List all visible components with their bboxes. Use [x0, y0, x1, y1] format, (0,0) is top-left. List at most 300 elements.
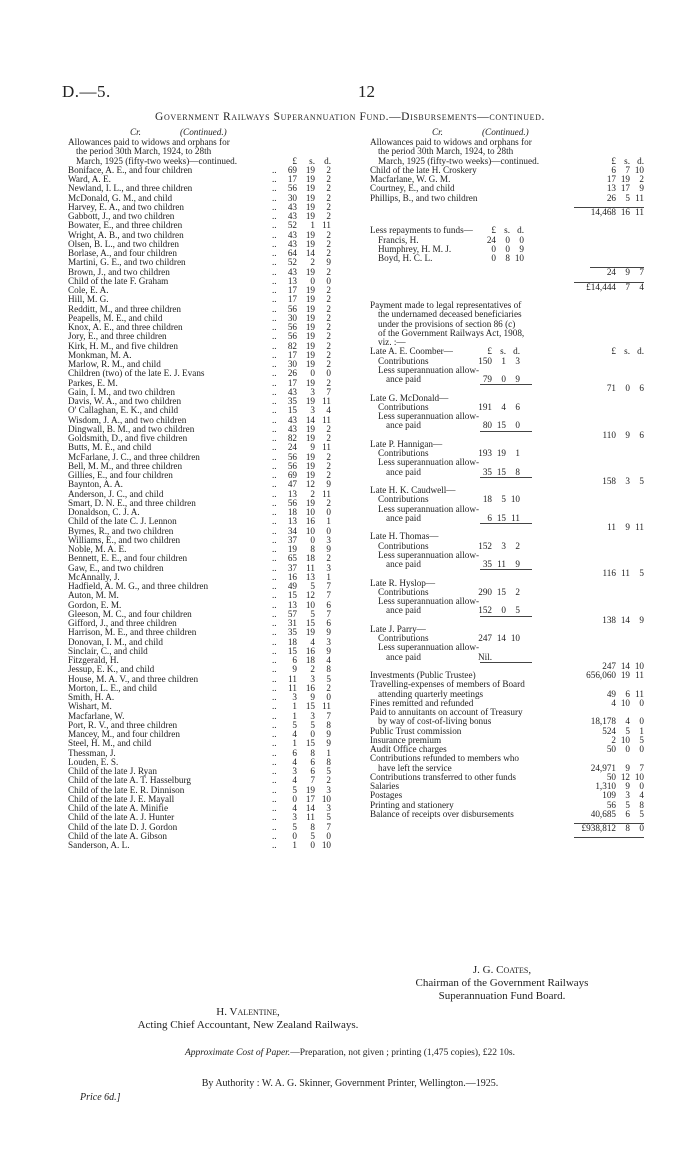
- item-label: Printing and stationery: [370, 799, 454, 810]
- pence: 2: [326, 266, 331, 277]
- pounds: 56: [287, 497, 297, 508]
- pounds: 30: [287, 192, 297, 203]
- leader-dots: ..: [272, 340, 277, 351]
- shillings: 19: [305, 294, 315, 305]
- pence: 1: [326, 571, 331, 582]
- shillings: 19: [305, 784, 315, 795]
- total-pounds: £14,444: [586, 281, 616, 292]
- payee-name: Butts, M. E., and child: [68, 442, 152, 453]
- pounds: 1: [292, 738, 297, 749]
- payee-name: Hadfield, A. M. G., and three children: [68, 581, 209, 591]
- shillings: 17: [620, 183, 630, 194]
- pounds: 1: [292, 840, 297, 850]
- pence: 11: [322, 396, 331, 406]
- leader-dots: ..: [272, 756, 277, 767]
- total-pence: 4: [639, 281, 644, 292]
- pence: 1: [326, 516, 331, 527]
- total-shillings: 9: [625, 267, 630, 278]
- payee-name: Gabbott, J., and two children: [68, 211, 175, 221]
- pence: 2: [326, 229, 331, 240]
- pence: 2: [326, 211, 331, 221]
- leader-dots: ..: [272, 257, 277, 268]
- pounds: 17: [287, 174, 297, 184]
- pounds: 9: [292, 664, 297, 675]
- shillings: 0: [310, 729, 315, 739]
- currency-header: d.: [637, 346, 644, 357]
- shillings: 10: [620, 734, 630, 745]
- pence: 2: [326, 322, 331, 332]
- total-pounds: 247: [602, 660, 616, 671]
- payee-name: Harvey, E. A., and two children: [68, 201, 184, 212]
- pence: 2: [326, 433, 331, 443]
- leader-dots: ..: [272, 738, 277, 749]
- pence: 5: [326, 673, 331, 684]
- pounds: 290: [478, 586, 492, 597]
- leader-dots: ..: [272, 821, 277, 832]
- ledger-row: [68, 286, 340, 295]
- payee-name: Gordon, E. M.: [68, 599, 122, 610]
- pence: 2: [326, 201, 331, 212]
- shillings: 15: [305, 738, 315, 749]
- pence: 11: [322, 442, 331, 453]
- payee-name: Noble, M. A. E.: [68, 544, 127, 554]
- shillings: 18: [305, 655, 315, 665]
- pounds: 247: [478, 633, 492, 643]
- leader-dots: ..: [272, 377, 277, 388]
- item-label: Contributions refunded to members who: [370, 753, 520, 764]
- pounds: 11: [288, 682, 297, 693]
- pounds: 1: [292, 710, 297, 721]
- payment-intro: [370, 329, 642, 338]
- repay-name: Humphrey, H. M. J.: [378, 243, 452, 254]
- pence: 10: [510, 633, 520, 643]
- pence: 8: [515, 466, 520, 477]
- shillings: 19: [305, 266, 315, 277]
- shillings: 19: [305, 340, 315, 351]
- leader-dots: ..: [272, 201, 277, 212]
- pence: 2: [326, 377, 331, 388]
- shillings: 3: [501, 540, 506, 551]
- repay-name: Francis, H.: [378, 234, 419, 245]
- rule-line: [480, 662, 532, 663]
- pounds: 31: [287, 618, 297, 628]
- pence: 2: [515, 540, 520, 551]
- total-pounds: £938,812: [581, 823, 616, 833]
- leader-dots: ..: [272, 636, 277, 647]
- leader-dots: ..: [272, 266, 277, 277]
- currency-header: d.: [324, 155, 331, 166]
- leader-dots: ..: [272, 460, 277, 471]
- pence: 0: [326, 507, 331, 517]
- payee-name: Knox, A. E., and three children: [68, 322, 183, 332]
- pounds: 18: [287, 507, 297, 517]
- currency-header: d.: [517, 225, 524, 236]
- signatory-title: Superannuation Fund Board.: [438, 990, 566, 1002]
- leader-dots: ..: [272, 692, 277, 702]
- pounds: 17: [606, 174, 616, 184]
- pence: 9: [326, 479, 331, 490]
- shillings: 15: [305, 618, 315, 628]
- pence: 2: [326, 775, 331, 786]
- payee-name: Child of the late C. J. Lennon: [68, 516, 177, 527]
- leader-dots: ..: [272, 729, 277, 739]
- pounds: 13: [287, 599, 297, 610]
- pounds: 43: [287, 266, 297, 277]
- shillings: 1: [310, 220, 315, 231]
- less-row: [370, 606, 642, 615]
- pence: 7: [326, 608, 331, 619]
- leader-dots: ..: [272, 405, 277, 416]
- less-label: ance paid: [386, 651, 421, 662]
- item-label: by way of cost-of-living bonus: [378, 716, 492, 727]
- pounds: 64: [287, 248, 297, 258]
- leader-dots: ..: [272, 238, 277, 249]
- less-label: Less superannuation allow-: [378, 549, 480, 560]
- pence: 9: [326, 544, 331, 554]
- leader-dots: ..: [272, 433, 277, 443]
- pence: 10: [514, 253, 524, 263]
- total-shillings: 9: [625, 429, 630, 440]
- leader-dots: ..: [272, 164, 277, 175]
- estate-name: Late H. Thomas—: [370, 531, 439, 542]
- pence: 1: [326, 747, 331, 758]
- pounds: 6: [292, 655, 297, 665]
- payee-name: Williams, E., and two children: [68, 534, 181, 545]
- shillings: 8: [310, 544, 315, 554]
- leader-dots: ..: [272, 664, 277, 675]
- pounds: 193: [478, 448, 492, 458]
- leader-dots: ..: [272, 183, 277, 194]
- intro-text: the period 30th March, 1924, to 28th: [76, 146, 212, 157]
- total-pounds: 24: [606, 267, 616, 278]
- pounds: 57: [287, 608, 297, 619]
- pence: 0: [639, 697, 644, 708]
- rule-line: [480, 616, 532, 617]
- currency-header: s.: [504, 225, 510, 236]
- pounds: 4: [292, 756, 297, 767]
- shillings: 14: [496, 633, 506, 643]
- payee-name: Gain, I. M., and two children: [68, 386, 175, 397]
- pounds: 4: [292, 729, 297, 739]
- total-shillings: 14: [620, 614, 630, 625]
- pounds: 3: [292, 692, 297, 702]
- ledger-row: [68, 277, 340, 286]
- ledger-row: [68, 841, 340, 850]
- payee-name: Brown, J., and two children: [68, 266, 170, 277]
- allowance-total: [370, 208, 642, 217]
- payee-name: Courtney, E., and child: [370, 183, 455, 194]
- signatory-title: Acting Chief Accountant, New Zealand Railways.: [137, 1019, 359, 1031]
- leader-dots: ..: [272, 497, 277, 508]
- payee-name: Mancey, M., and four children: [68, 729, 180, 739]
- payee-name: Gaw, E., and two children: [68, 562, 164, 573]
- pence: 7: [639, 762, 644, 773]
- pounds: 49: [606, 688, 616, 699]
- shillings: 14: [305, 803, 315, 813]
- shillings: 6: [310, 766, 315, 776]
- shillings: 19: [305, 201, 315, 212]
- pence: 3: [326, 534, 331, 545]
- pounds: 49: [287, 581, 297, 591]
- pence: 1: [515, 448, 520, 458]
- leader-dots: ..: [272, 590, 277, 601]
- item-label: Public Trust commission: [370, 725, 462, 736]
- leader-dots: ..: [272, 174, 277, 184]
- shillings: 15: [305, 701, 315, 712]
- leader-dots: ..: [272, 830, 277, 841]
- rule-line: [480, 384, 532, 385]
- leader-dots: ..: [272, 747, 277, 758]
- pounds: 43: [287, 211, 297, 221]
- pence: 7: [326, 821, 331, 832]
- pounds: 37: [287, 562, 297, 573]
- pence: 2: [326, 164, 331, 175]
- pounds: 2: [611, 734, 616, 745]
- leader-dots: ..: [272, 192, 277, 203]
- pounds: 26: [287, 368, 297, 379]
- pence: 2: [326, 192, 331, 203]
- payee-name: Donovan, I. M., and child: [68, 636, 163, 647]
- rule-line: [480, 523, 532, 524]
- pounds: 4: [611, 697, 616, 708]
- shillings: 4: [501, 401, 506, 412]
- repay-name: Boyd, H. C. L.: [378, 253, 433, 263]
- payee-name: Child of the late F. Graham: [68, 275, 169, 286]
- pounds: 43: [287, 386, 297, 397]
- total-pounds: 11: [607, 522, 616, 532]
- pence: 3: [326, 803, 331, 813]
- pounds: 56: [287, 303, 297, 314]
- payee-name: Gillies, E., and four children: [68, 470, 173, 480]
- pounds: 656,060: [586, 670, 616, 680]
- contributions-label: Contributions: [378, 448, 429, 458]
- shillings: 14: [305, 248, 315, 258]
- payee-name: Donaldson, C. J. A.: [68, 507, 140, 517]
- leader-dots: ..: [272, 470, 277, 480]
- payee-name: Thessman, J.: [68, 747, 116, 758]
- less-label: ance paid: [386, 466, 421, 477]
- pence: 0: [326, 525, 331, 536]
- shillings: 13: [305, 571, 315, 582]
- payee-name: Gifford, J., and three children: [68, 618, 177, 628]
- pounds: 52: [287, 220, 297, 231]
- payee-name: Port, R. V., and three children: [68, 719, 178, 730]
- leader-dots: ..: [272, 331, 277, 342]
- pence: 0: [326, 692, 331, 702]
- pence: 2: [326, 553, 331, 564]
- contributions-label: Contributions: [378, 494, 429, 505]
- pence: 4: [326, 405, 331, 416]
- shillings: 12: [305, 590, 315, 601]
- rule-line: [574, 837, 644, 838]
- pence: 2: [326, 682, 331, 693]
- leader-dots: ..: [272, 303, 277, 314]
- pence: 11: [635, 670, 644, 680]
- pounds: 24: [287, 442, 297, 453]
- rule-row: [370, 833, 642, 838]
- payee-name: Newland, I. L., and three children: [68, 183, 193, 194]
- pence: 4: [639, 790, 644, 801]
- pence: 10: [510, 494, 520, 505]
- pounds: 6: [292, 747, 297, 758]
- pence: 8: [326, 756, 331, 767]
- shillings: 19: [305, 627, 315, 638]
- item-label: Insurance premium: [370, 734, 442, 745]
- leader-dots: ..: [272, 673, 277, 684]
- currency-header: s.: [309, 155, 315, 166]
- leader-dots: ..: [272, 248, 277, 258]
- payee-name: Byrnes, R., and two children: [68, 525, 174, 536]
- estate-name: Late J. Parry—: [370, 623, 426, 634]
- shillings: 14: [305, 414, 315, 425]
- payee-name: Child of the late A. J. Hunter: [68, 812, 175, 823]
- shillings: 3: [310, 405, 315, 416]
- payee-name: Peapells, M. E., and child: [68, 312, 163, 323]
- payee-name: Harrison, M. E., and three children: [68, 627, 197, 638]
- pence: 0: [326, 368, 331, 379]
- shillings: 0: [310, 534, 315, 545]
- leader-dots: ..: [272, 682, 277, 693]
- leader-dots: ..: [272, 766, 277, 776]
- shillings: 6: [625, 808, 630, 819]
- pence: 6: [326, 618, 331, 628]
- pence: 8: [326, 664, 331, 675]
- leader-dots: ..: [272, 359, 277, 369]
- cr-label: Cr.: [432, 127, 443, 137]
- shillings: 5: [310, 608, 315, 619]
- shillings: 19: [305, 211, 315, 221]
- pounds: 1: [292, 701, 297, 712]
- less-label: ance paid: [386, 374, 421, 384]
- pounds: 0: [491, 243, 496, 254]
- shillings: 3: [310, 386, 315, 397]
- contributions-label: Contributions: [378, 540, 429, 551]
- leader-dots: ..: [272, 275, 277, 286]
- payee-name: Kirk, H. M., and five children: [68, 340, 178, 351]
- pounds: 6: [487, 512, 492, 523]
- payee-name: McAnnally, J.: [68, 571, 120, 582]
- shillings: 19: [496, 448, 506, 458]
- shillings: 0: [501, 605, 506, 616]
- shillings: 5: [310, 581, 315, 591]
- leader-dots: ..: [272, 784, 277, 795]
- shillings: 4: [625, 716, 630, 727]
- pence: 11: [322, 701, 331, 712]
- shillings: 9: [625, 781, 630, 791]
- pence: 10: [634, 164, 644, 175]
- pence: 10: [321, 793, 331, 804]
- shillings: 0: [625, 744, 630, 754]
- payee-name: Macfarlane, W.: [68, 710, 125, 721]
- intro-text: the undernamed deceased beneficiaries: [378, 309, 522, 320]
- shillings: 12: [305, 479, 315, 490]
- pence: 7: [326, 710, 331, 721]
- pounds: 524: [602, 725, 616, 736]
- payee-name: Wright, A. B., and two children: [68, 229, 184, 240]
- less-label: ance paid: [386, 512, 421, 523]
- total-pence: 6: [639, 429, 644, 440]
- less-row: [370, 375, 642, 384]
- pounds: 18,178: [590, 716, 616, 727]
- leader-dots: ..: [272, 414, 277, 425]
- payee-name: Child of the late E. R. Dinnison: [68, 784, 185, 795]
- less-label: Less superannuation allow-: [378, 503, 480, 514]
- shillings: 19: [305, 451, 315, 462]
- pence: 9: [326, 738, 331, 749]
- payee-name: Wisdom, J. A., and two children: [68, 414, 187, 425]
- pounds: 35: [287, 627, 297, 638]
- pence: 3: [326, 562, 331, 573]
- leader-dots: ..: [272, 525, 277, 536]
- pence: 2: [326, 174, 331, 184]
- leader-dots: ..: [272, 599, 277, 610]
- pounds: 43: [287, 414, 297, 425]
- payee-name: Smart, D. N. E., and three children: [68, 497, 196, 508]
- leader-dots: ..: [272, 571, 277, 582]
- pounds: 69: [287, 164, 297, 175]
- pounds: 34: [287, 525, 297, 536]
- pence: 1: [639, 725, 644, 736]
- pounds: 3: [292, 766, 297, 776]
- pounds: 82: [287, 433, 297, 443]
- intro-text: March, 1925 (fifty-two weeks)—continued.: [76, 155, 237, 166]
- shillings: 10: [305, 599, 315, 610]
- leader-dots: ..: [272, 294, 277, 305]
- pence: 9: [326, 729, 331, 739]
- payee-name: Child of the late A. Gibson: [68, 830, 168, 841]
- payee-name: Parkes, E. M.: [68, 377, 118, 388]
- shillings: 19: [305, 322, 315, 332]
- leader-dots: ..: [272, 803, 277, 813]
- pounds: 17: [287, 349, 297, 360]
- pence: 2: [326, 470, 331, 480]
- payee-name: Anderson, J. C., and child: [68, 488, 164, 499]
- pence: 2: [326, 294, 331, 305]
- pence: 7: [326, 590, 331, 601]
- total-pounds: 158: [602, 475, 616, 486]
- less-label: Less superannuation allow-: [378, 642, 480, 653]
- pence: 2: [326, 312, 331, 323]
- payee-name: Auton, M. M.: [68, 590, 119, 601]
- payee-name: Children (two) of the late E. J. Evans: [68, 368, 205, 379]
- intro-text: under the provisions of section 86 (c): [378, 318, 516, 329]
- payee-name: Child of the late A. Minifie: [68, 803, 169, 813]
- shillings: 10: [305, 507, 315, 517]
- leader-dots: ..: [272, 544, 277, 554]
- contributions-label: Contributions: [378, 633, 429, 643]
- pounds: 109: [602, 790, 616, 801]
- intro-text: Allowances paid to widows and orphans for: [370, 137, 532, 147]
- payee-name: Olsen, B. L., and two children: [68, 238, 179, 249]
- intro-text: viz. :—: [378, 337, 406, 347]
- payee-name: Jory, E., and three children: [68, 331, 167, 342]
- payee-name: O' Callaghan, E. K., and child: [68, 405, 179, 416]
- pence: 5: [326, 766, 331, 776]
- shillings: 16: [305, 645, 315, 656]
- pence: 8: [326, 719, 331, 730]
- shillings: 18: [305, 553, 315, 564]
- shillings: 5: [625, 725, 630, 736]
- intro-text: Payment made to legal representatives of: [370, 300, 522, 310]
- pounds: 17: [287, 294, 297, 305]
- total-pounds: 138: [602, 614, 616, 625]
- payee-name: Gleeson, M. C., and four children: [68, 608, 192, 619]
- intro-text: March, 1925 (fifty-two weeks)—continued.: [378, 155, 539, 166]
- leader-dots: ..: [272, 608, 277, 619]
- payee-name: Ward, A. E.: [68, 174, 111, 184]
- pence: 0: [639, 716, 644, 727]
- pence: 2: [515, 586, 520, 597]
